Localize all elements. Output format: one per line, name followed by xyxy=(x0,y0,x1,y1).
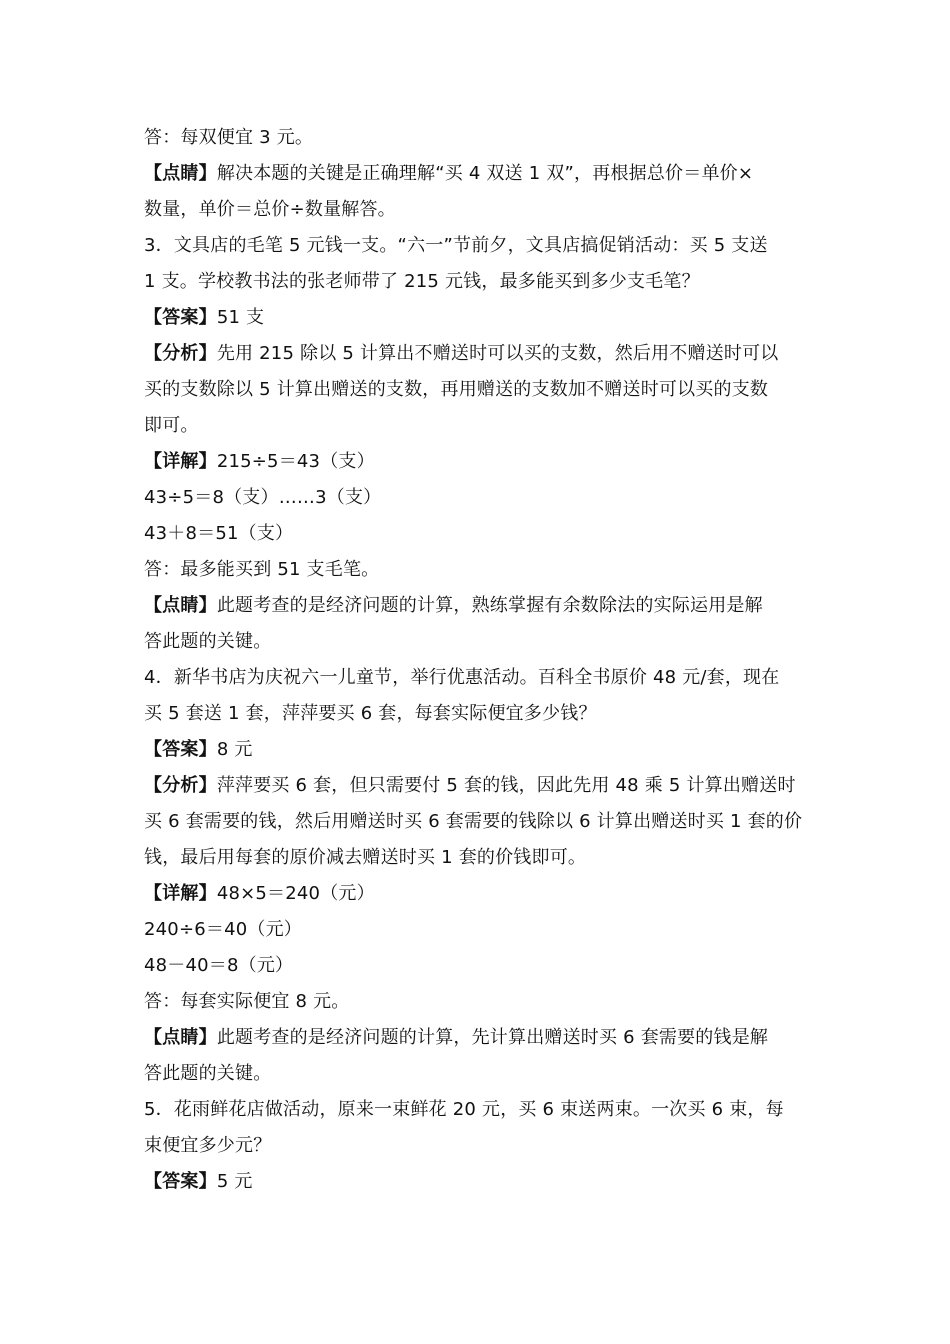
text-line: 买 6 套需要的钱，然后用赠送时买 6 套需要的钱除以 6 计算出赠送时买 1 套的价 xyxy=(144,811,803,832)
detail-tag: 【详解】 xyxy=(144,451,217,472)
text-line: 答此题的关键。 xyxy=(144,631,272,652)
analysis-tag: 【分析】 xyxy=(144,775,217,796)
question-5-line: 5．花雨鲜花店做活动，原来一束鲜花 20 元，买 6 束送两束。一次买 6 束，每 xyxy=(144,1099,784,1120)
text-line: 买 5 套送 1 套，萍萍要买 6 套，每套实际便宜多少钱？ xyxy=(144,703,597,724)
analysis-tag: 【分析】 xyxy=(144,343,217,364)
answer-line: 答：最多能买到 51 支毛笔。 xyxy=(144,559,380,580)
answer-tag: 【答案】 xyxy=(144,1171,217,1192)
calc-line: 43÷5＝8（支）……3（支） xyxy=(144,487,382,508)
calc-line: 43＋8＝51（支） xyxy=(144,523,294,544)
detail-line: 【详解】215÷5＝43（支） xyxy=(144,451,375,472)
text-line: 答此题的关键。 xyxy=(144,1063,272,1084)
detail-tag: 【详解】 xyxy=(144,883,217,904)
answer-tag-line: 【答案】5 元 xyxy=(144,1171,253,1192)
text-line: 钱，最后用每套的原价减去赠送时买 1 套的价钱即可。 xyxy=(144,847,587,868)
key-point-line: 【点睛】此题考查的是经济问题的计算，先计算出赠送时买 6 套需要的钱是解 xyxy=(144,1027,769,1048)
analysis-line: 【分析】先用 215 除以 5 计算出不赠送时可以买的支数，然后用不赠送时可以 xyxy=(144,343,779,364)
text-line: 1 支。学校教书法的张老师带了 215 元钱，最多能买到多少支毛笔？ xyxy=(144,271,700,292)
key-point-tag: 【点睛】 xyxy=(144,163,217,184)
calc-line: 48－40＝8（元） xyxy=(144,955,294,976)
answer-tag-line: 【答案】8 元 xyxy=(144,739,253,760)
text-line: 即可。 xyxy=(144,415,199,436)
key-point-line: 【点睛】解决本题的关键是正确理解“买 4 双送 1 双”，再根据总价＝单价× xyxy=(144,163,754,184)
answer-tag: 【答案】 xyxy=(144,739,217,760)
answer-line: 答：每套实际便宜 8 元。 xyxy=(144,991,350,1012)
question-4-line: 4．新华书店为庆祝六一儿童节，举行优惠活动。百科全书原价 48 元/套，现在 xyxy=(144,667,780,688)
text-line: 数量，单价＝总价÷数量解答。 xyxy=(144,199,396,220)
answer-tag: 【答案】 xyxy=(144,307,217,328)
text-line: 束便宜多少元？ xyxy=(144,1135,272,1156)
detail-line: 【详解】48×5＝240（元） xyxy=(144,883,375,904)
calc-line: 240÷6＝40（元） xyxy=(144,919,302,940)
key-point-line: 【点睛】此题考查的是经济问题的计算，熟练掌握有余数除法的实际运用是解 xyxy=(144,595,763,616)
key-point-tag: 【点睛】 xyxy=(144,595,217,616)
text-line: 买的支数除以 5 计算出赠送的支数，再用赠送的支数加不赠送时可以买的支数 xyxy=(144,379,769,400)
answer-line: 答：每双便宜 3 元。 xyxy=(144,127,314,148)
question-3-line: 3．文具店的毛笔 5 元钱一支。“六一”节前夕，文具店搞促销活动：买 5 支送 xyxy=(144,235,768,256)
key-point-tag: 【点睛】 xyxy=(144,1027,217,1048)
analysis-line: 【分析】萍萍要买 6 套，但只需要付 5 套的钱，因此先用 48 乘 5 计算出赠送时 xyxy=(144,775,796,796)
answer-tag-line: 【答案】51 支 xyxy=(144,307,265,328)
